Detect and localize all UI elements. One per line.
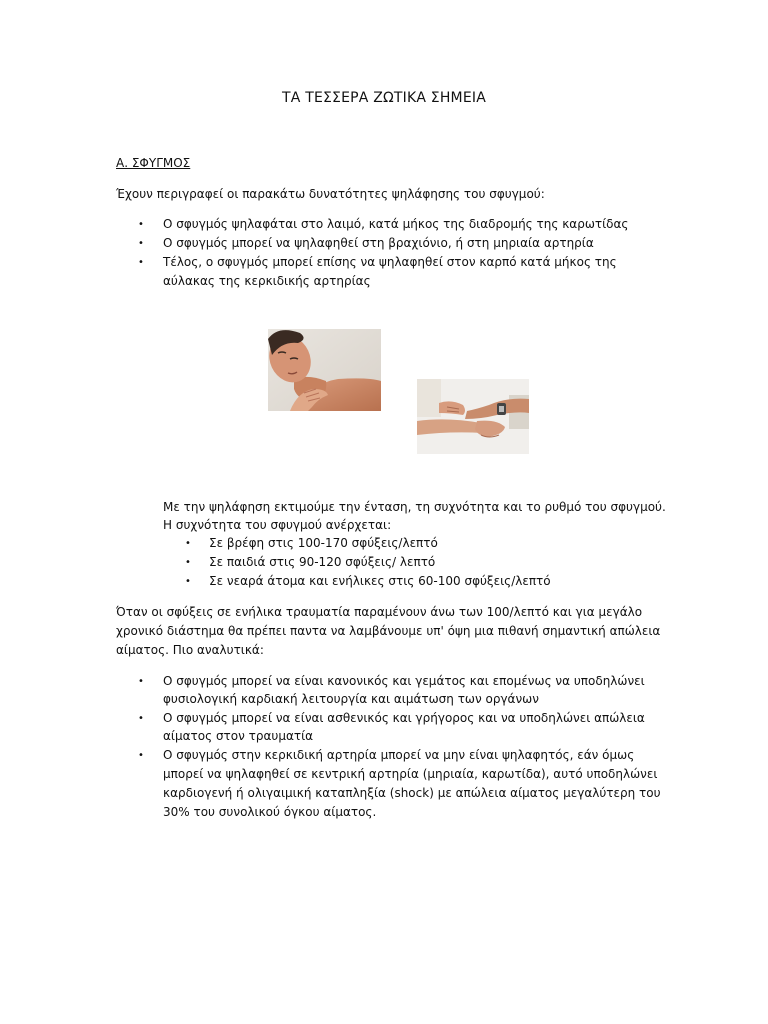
- bullet-marker: •: [138, 750, 144, 761]
- carotid-pulse-photo: [268, 329, 381, 411]
- bullet-marker: •: [138, 676, 144, 687]
- bullet-marker: •: [185, 557, 191, 568]
- section-heading: Α. ΣΦΥΓΜΟΣ: [116, 156, 191, 170]
- list-item-continuation: μπορεί να ψηλαφηθεί σε κεντρική αρτηρία (μηριαία, καρωτίδα), αυτό υποδηλώνει: [163, 767, 658, 781]
- list-item: Τέλος, ο σφυγμός μπορεί επίσης να ψηλαφηθεί στον καρπό κατά μήκος της: [163, 255, 617, 269]
- list-item: Ο σφυγμός ψηλαφάται στο λαιμό, κατά μήκος της διαδρομής της καρωτίδας: [163, 217, 629, 231]
- list-item: Ο σφυγμός μπορεί να ψηλαφηθεί στη βραχιόνιο, ή στη μηριαία αρτηρία: [163, 236, 594, 250]
- bullet-marker: •: [185, 576, 191, 587]
- bullet-marker: •: [185, 538, 191, 549]
- bullet-marker: •: [138, 257, 144, 268]
- bullet-marker: •: [138, 219, 144, 230]
- list-item-continuation: 30% του συνολικού όγκου αίματος.: [163, 805, 377, 819]
- list-item: Ο σφυγμός μπορεί να είναι κανονικός και γεμάτος και επομένως να υποδηλώνει: [163, 674, 645, 688]
- bullet-marker: •: [138, 238, 144, 249]
- measure-text: Με την ψηλάφηση εκτιμούμε την ένταση, τη συχνότητα και το ρυθμό του σφυγμού.: [163, 500, 666, 514]
- list-item-continuation: καρδιογενή ή ολιγαιμική καταπληξία (shock) με απώλεια αίματος μεγαλύτερη του: [163, 786, 661, 800]
- list-item: Ο σφυγμός στην κερκιδική αρτηρία μπορεί να μην είναι ψηλαφητός, εάν όμως: [163, 748, 635, 762]
- measure-text: Η συχνότητα του σφυγμού ανέρχεται:: [163, 518, 392, 532]
- list-item: Σε βρέφη στις 100-170 σφύξεις/λεπτό: [209, 536, 438, 550]
- radial-pulse-photo: [417, 379, 529, 454]
- paragraph-line: χρονικό διάστημα θα πρέπει παντα να λαμβάνουμε υπ' όψη μια πιθανή σημαντική απώλεια: [116, 624, 661, 638]
- page-title: ΤΑ ΤΕΣΣΕΡΑ ΖΩΤΙΚΑ ΣΗΜΕΙΑ: [282, 90, 486, 106]
- list-item: Ο σφυγμός μπορεί να είναι ασθενικός και γρήγορος και να υποδηλώνει απώλεια: [163, 711, 645, 725]
- paragraph-line: αίματος. Πιο αναλυτικά:: [116, 643, 264, 657]
- bullet-marker: •: [138, 713, 144, 724]
- list-item-continuation: φυσιολογική καρδιακή λειτουργία και αιμάτωση των οργάνων: [163, 692, 539, 706]
- list-item: Σε παιδιά στις 90-120 σφύξεις/ λεπτό: [209, 555, 436, 569]
- list-item: Σε νεαρά άτομα και ενήλικες στις 60-100 σφύξεις/λεπτό: [209, 574, 551, 588]
- intro-text: Έχουν περιγραφεί οι παρακάτω δυνατότητες ψηλάφησης του σφυγμού:: [116, 187, 545, 201]
- paragraph-line: Όταν οι σφύξεις σε ενήλικα τραυματία παραμένουν άνω των 100/λεπτό και για μεγάλο: [116, 605, 643, 619]
- list-item-continuation: αίματος στον τραυματία: [163, 729, 314, 743]
- list-item-continuation: αύλακας της κερκιδικής αρτηρίας: [163, 274, 371, 288]
